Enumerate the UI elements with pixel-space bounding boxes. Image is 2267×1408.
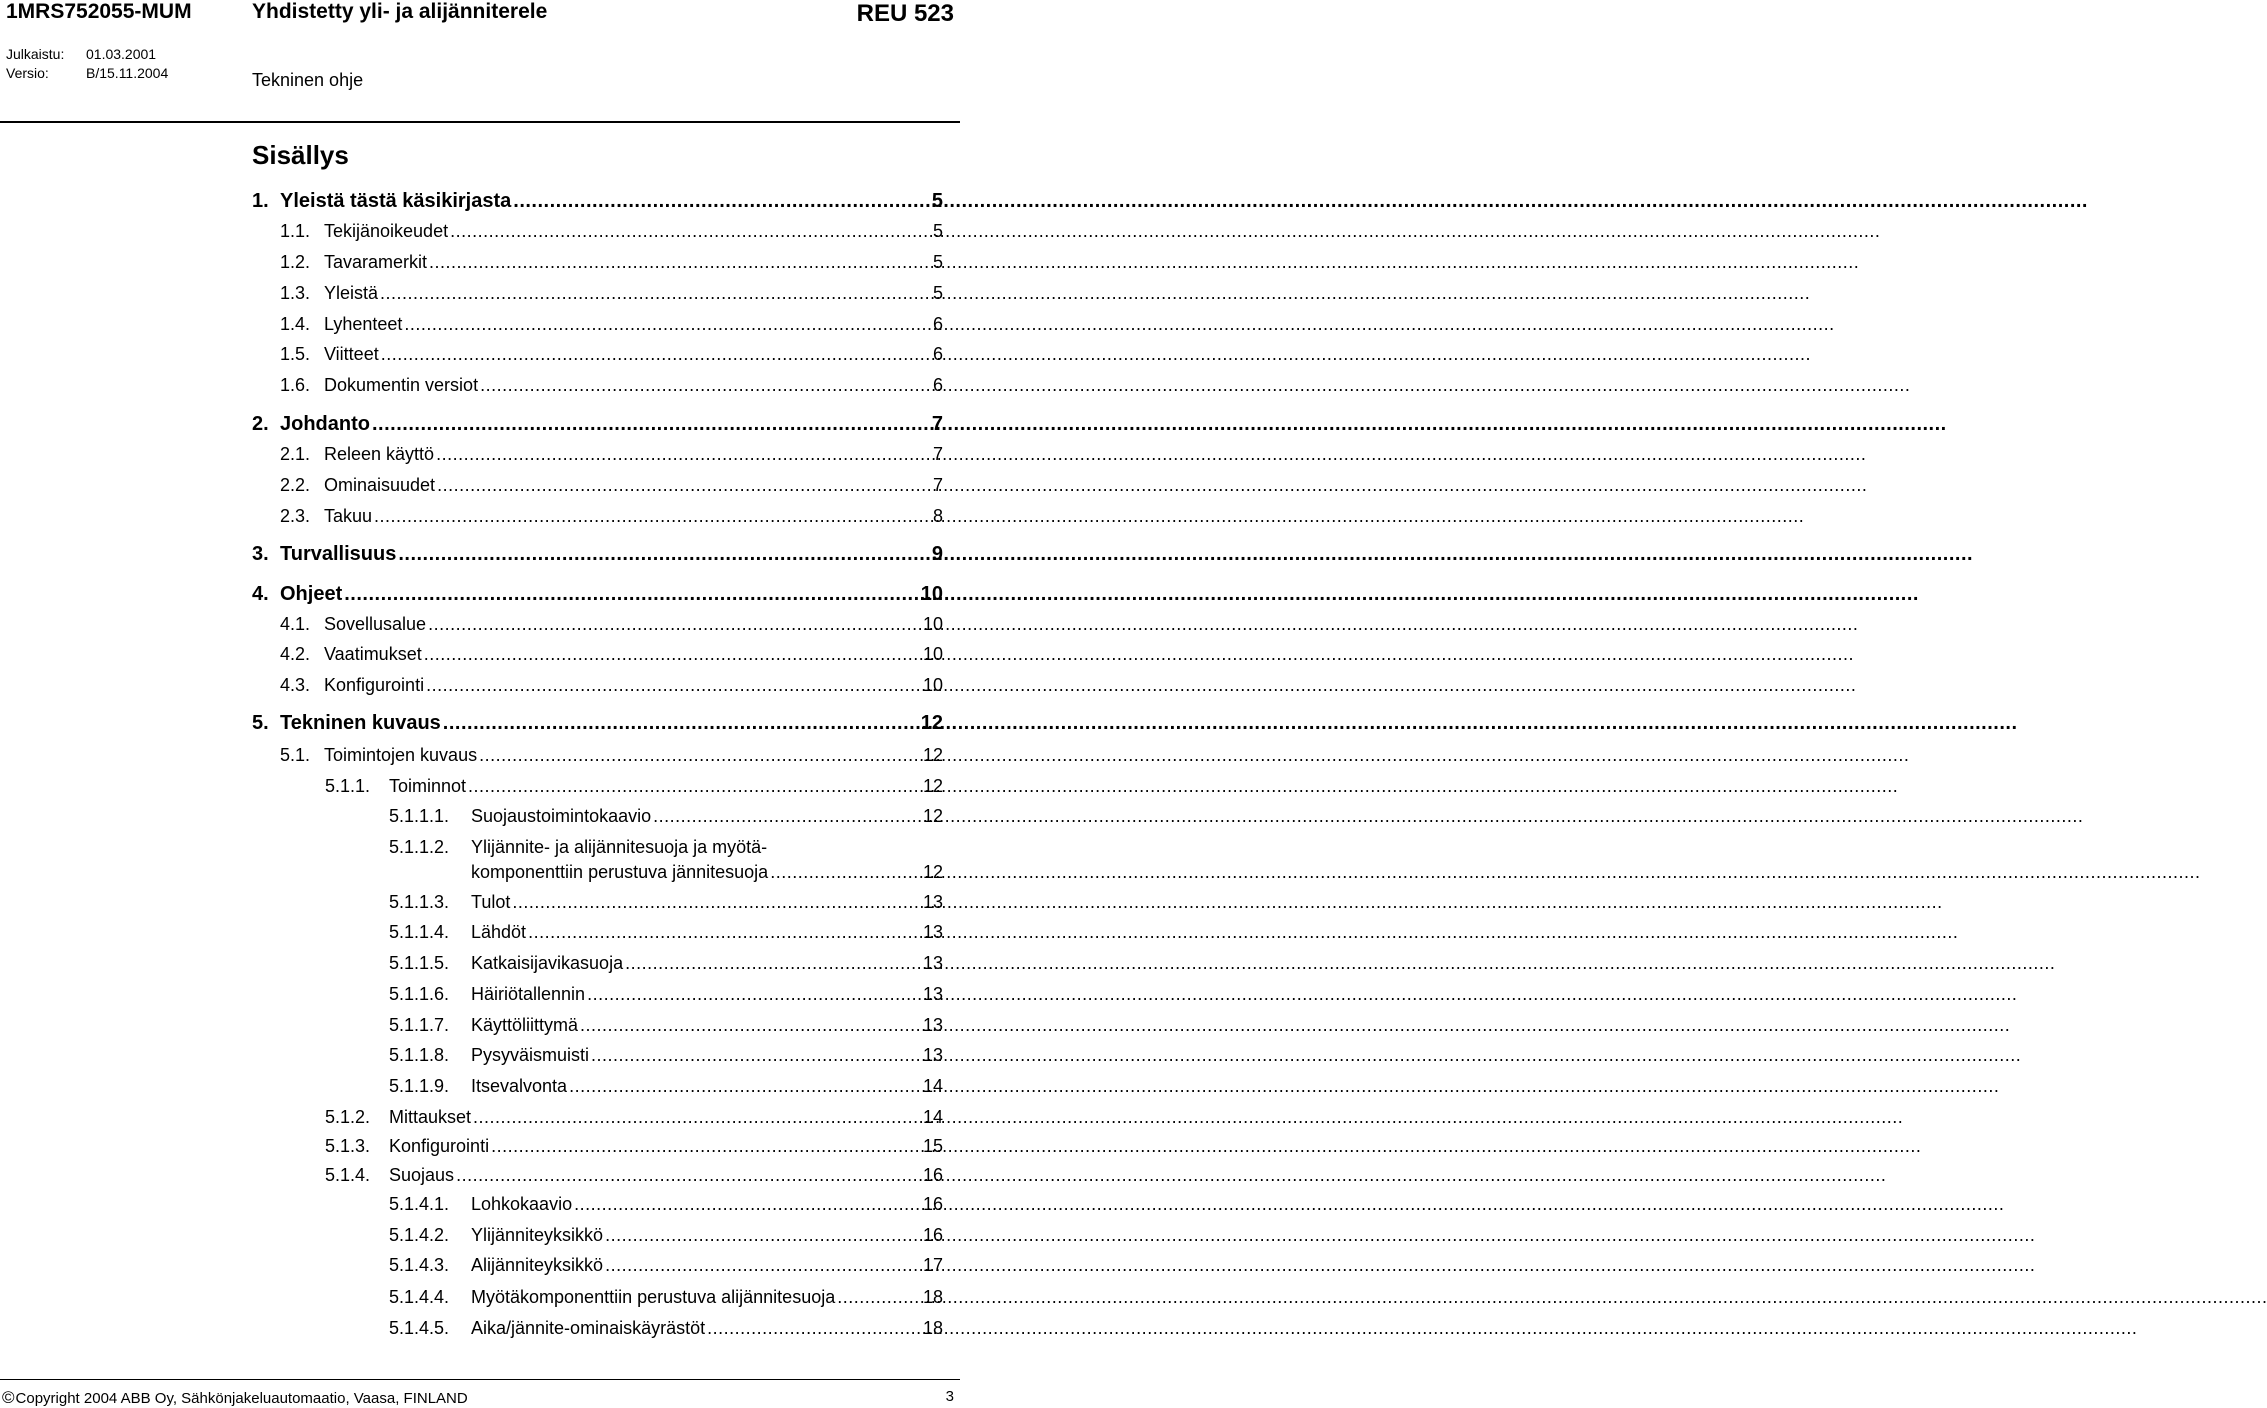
toc-entry-title: Käyttöliittymä [471,1015,579,1035]
header-divider [0,121,960,123]
dot-leader [605,1255,921,1276]
toc-entry-page: 10 [922,675,943,695]
dot-leader [426,675,921,696]
toc-entry-number: 1.5. [280,344,311,364]
toc-entry-number: 2.1. [280,444,311,464]
toc-entry-number: 5. [252,712,269,734]
toc-entry[interactable] [389,1194,943,1215]
header-subtitle: Tekninen ohje [252,70,364,90]
dot-leader [491,1136,921,1157]
toc-entry-page: 7 [931,413,943,435]
toc-entry-title: Alijänniteyksikkö [471,1255,604,1275]
toc-entry[interactable] [280,344,943,365]
toc-entry[interactable] [389,1287,943,1308]
toc-entry-page: 10 [922,644,943,664]
toc-entry-number: 5.1.1.4. [389,922,450,942]
dot-leader [479,745,921,766]
toc-entry-title: Tavaramerkit [324,252,428,272]
toc-entry-page: 12 [920,712,943,734]
toc-entry-number: 5.1.1.7. [389,1015,450,1035]
toc-entry-page: 12 [922,806,943,826]
toc-entry[interactable] [389,1255,943,1276]
toc-entry-title: Mittaukset [389,1107,472,1127]
dot-leader [450,221,931,242]
toc-entry[interactable] [325,1136,943,1157]
toc-entry-page: 10 [922,614,943,634]
toc-entry-title: Pysyväismuisti [471,1045,590,1065]
toc-entry-page: 12 [922,776,943,796]
toc-entry-title: Tekijänoikeudet [324,221,449,241]
toc-entry[interactable] [280,375,943,396]
dot-leader [456,1165,921,1186]
toc-entry-page: 12 [922,862,943,882]
toc-entry[interactable] [389,953,943,974]
published-value: 01.03.2001 [86,46,157,62]
toc-entry-number: 3. [252,543,269,565]
toc-entry-number: 5.1.3. [325,1136,371,1156]
toc-entry[interactable] [280,221,943,242]
dot-leader [374,506,931,527]
dot-leader [480,375,931,396]
toc-entry-number: 4.2. [280,644,311,664]
dot-leader [512,892,921,913]
toc-entry-title: Katkaisijavikasuoja [471,953,624,973]
dot-leader [436,444,931,465]
toc-entry-title-continuation: komponenttiin perustuva jännitesuoja [471,862,769,882]
toc-entry-number: 4. [252,583,269,605]
toc-entry[interactable] [280,475,943,496]
toc-entry-title: Konfigurointi [389,1136,490,1156]
toc-entry-title: Yleistä [324,283,379,303]
toc-entry-title: Turvallisuus [280,543,397,565]
published-row [6,46,156,62]
toc-entry-title: Ohjeet [280,583,343,605]
dot-leader [380,283,931,304]
version-row [6,65,168,81]
toc-entry-page: 9 [931,543,943,565]
toc-entry-page: 17 [922,1255,943,1275]
version-label: Versio: [6,65,49,81]
toc-entry[interactable] [252,190,943,213]
dot-leader [468,776,921,797]
toc-entry[interactable] [252,543,943,566]
dot-leader [653,806,921,827]
toc-entry-number: 5.1.1.1. [389,806,450,826]
toc-entry-page: 18 [922,1318,943,1338]
toc-entry[interactable] [280,283,943,304]
toc-entry-number: 5.1.4.4. [389,1287,450,1307]
toc-entry-number: 5.1.4. [325,1165,371,1185]
dot-leader [587,984,921,1005]
toc-entry-title: Dokumentin versiot [324,375,479,395]
toc-entry-number: 5.1.4.5. [389,1318,450,1338]
toc-entry-number: 5.1.1.2. [389,837,450,857]
toc-entry-page: 13 [922,892,943,912]
toc-entry[interactable] [389,1076,943,1097]
toc-entry-title: Johdanto [280,413,370,435]
toc-entry-number: 5.1. [280,745,311,765]
toc-entry-page: 13 [922,1015,943,1035]
toc-entry-number: 5.1.1.6. [389,984,450,1004]
toc-entry-title: Lähdöt [471,922,527,942]
toc-entry[interactable] [280,314,943,335]
toc-entry[interactable] [389,1045,943,1066]
toc-entry[interactable] [280,644,943,665]
toc-entry-page: 15 [922,1136,943,1156]
footer-copyright-text: Copyright 2004 ABB Oy, Sähkönjakeluautomaatio, Vaasa, FINLAND [15,1390,468,1407]
toc-entry-title: Lyhenteet [324,314,403,334]
toc-entry[interactable] [325,1107,943,1128]
dot-leader [344,583,919,606]
toc-entry-number: 2.3. [280,506,311,526]
toc-entry-number: 5.1.4.1. [389,1194,450,1214]
toc-entry[interactable] [252,413,943,436]
toc-entry-title: Tulot [471,892,511,912]
toc-entry-number: 5.1.1.8. [389,1045,450,1065]
toc-entry-title: Aika/jännite-ominaiskäyrästöt [471,1318,706,1338]
toc-entry-page: 13 [922,984,943,1004]
dot-leader [591,1045,921,1066]
header-product: REU 523 [856,0,954,27]
toc-entry-title: Ylijännite- ja alijännitesuoja ja myötä- [471,837,768,857]
toc-entry-page: 6 [932,344,943,364]
toc-entry-title: Suojaustoimintokaavio [471,806,652,826]
toc-entry[interactable] [280,745,943,766]
toc-entry[interactable] [389,984,943,1005]
toc-entry-page: 5 [932,283,943,303]
toc-entry[interactable] [280,444,943,465]
toc-entry-number: 5.1.4.2. [389,1225,450,1245]
toc-entry[interactable] [389,892,943,913]
dot-leader [605,1225,921,1246]
toc-entry-page: 16 [922,1165,943,1185]
toc-entry-number: 5.1.1. [325,776,371,796]
toc-entry-number: 1.6. [280,375,311,395]
toc-entry-title: Lohkokaavio [471,1194,573,1214]
toc-entry[interactable] [325,1165,943,1186]
toc-entry-page: 6 [932,314,943,334]
toc-entry-page: 6 [932,375,943,395]
toc-entry-page: 12 [922,745,943,765]
toc-entry-number: 1. [252,190,269,212]
header-doc-id: 1MRS752055-MUM [6,0,192,23]
toc-entry-title: Suojaus [389,1165,455,1185]
toc-entry-page: 10 [920,583,943,605]
toc-entry-page: 16 [922,1194,943,1214]
footer-divider [0,1379,960,1380]
dot-leader [473,1107,921,1128]
dot-leader [837,1287,921,1308]
toc-entry-title: Tekninen kuvaus [280,712,441,734]
dot-leader [574,1194,921,1215]
toc-entry-title: Häiriötallennin [471,984,586,1004]
toc-entry-page: 7 [932,444,943,464]
toc-entry-title: Viitteet [324,344,379,364]
toc-entry-page: 13 [922,922,943,942]
toc-entry-title: Sovellusalue [324,614,427,634]
toc-entry-title: Ominaisuudet [324,475,436,495]
toc-entry-page: 14 [922,1107,943,1127]
toc-entry-number: 1.3. [280,283,311,303]
dot-leader [513,190,930,213]
dot-leader [404,314,931,335]
toc-entry-page: 13 [922,1045,943,1065]
dot-leader [443,712,919,735]
published-label: Julkaistu: [6,46,65,62]
toc-entry-page: 16 [922,1225,943,1245]
toc-entry-title: Releen käyttö [324,444,435,464]
toc-entry[interactable] [389,806,943,827]
toc-heading: Sisällys [252,140,349,170]
toc-entry[interactable] [389,1318,943,1339]
toc-entry-title: Ylijänniteyksikkö [471,1225,604,1245]
dot-leader [381,344,931,365]
footer-copyright [2,1388,468,1408]
toc-entry-page: 7 [932,475,943,495]
dot-leader [569,1076,921,1097]
dot-leader [424,644,921,665]
toc-entry-title: Toiminnot [389,776,467,796]
toc-entry-page: 13 [922,953,943,973]
toc-entry-number: 5.1.1.9. [389,1076,450,1096]
toc-entry-number: 4.1. [280,614,311,634]
toc-entry-continuation[interactable] [471,862,943,883]
dot-leader [428,614,921,635]
dot-leader [707,1318,921,1339]
dot-leader [528,922,921,943]
toc-entry[interactable] [252,712,943,735]
toc-entry-number: 5.1.4.3. [389,1255,450,1275]
toc-entry[interactable] [280,252,943,273]
toc-entry-number: 1.2. [280,252,311,272]
dot-leader [437,475,931,496]
toc-entry[interactable] [280,675,943,696]
toc-entry-page: 5 [932,221,943,241]
toc-entry-title: Toimintojen kuvaus [324,745,478,765]
dot-leader [625,953,921,974]
toc-entry-number: 4.3. [280,675,311,695]
toc-entry-page: 5 [932,252,943,272]
toc-entry-number: 2.2. [280,475,311,495]
toc-entry-number: 1.4. [280,314,311,334]
toc-entry-page: 18 [922,1287,943,1307]
dot-leader [372,413,930,436]
toc-entry-number: 5.1.2. [325,1107,371,1127]
toc-entry-title: Vaatimukset [324,644,422,664]
toc-entry[interactable] [389,837,767,858]
toc-entry-number: 5.1.1.3. [389,892,450,912]
dot-leader [429,252,931,273]
toc-entry-title: Yleistä tästä käsikirjasta [280,190,512,212]
toc-entry-number: 5.1.1.5. [389,953,450,973]
toc-entry[interactable] [389,922,943,943]
version-value: B/15.11.2004 [86,65,169,81]
toc-entry-title: Myötäkomponenttiin perustuva alijännitesuoja [471,1287,836,1307]
footer-page-number: 3 [945,1388,954,1405]
toc-entry-number: 2. [252,413,269,435]
toc-entry[interactable] [325,776,943,797]
toc-entry-page: 8 [932,506,943,526]
copyright-icon: © [2,1388,15,1407]
toc-entry-title: Takuu [324,506,373,526]
dot-leader [398,543,930,566]
toc-entry[interactable] [389,1015,943,1036]
toc-entry-title: Konfigurointi [324,675,425,695]
toc-entry[interactable] [280,614,943,635]
dot-leader [580,1015,921,1036]
toc-entry[interactable] [280,506,943,527]
dot-leader [770,862,921,883]
toc-entry-title: Itsevalvonta [471,1076,568,1096]
header-title: Yhdistetty yli- ja alijänniterele [252,0,548,23]
toc-entry[interactable] [252,583,943,606]
toc-entry[interactable] [389,1225,943,1246]
toc-entry-page: 5 [931,190,943,212]
toc-entry-page: 14 [922,1076,943,1096]
toc-entry-number: 1.1. [280,221,311,241]
